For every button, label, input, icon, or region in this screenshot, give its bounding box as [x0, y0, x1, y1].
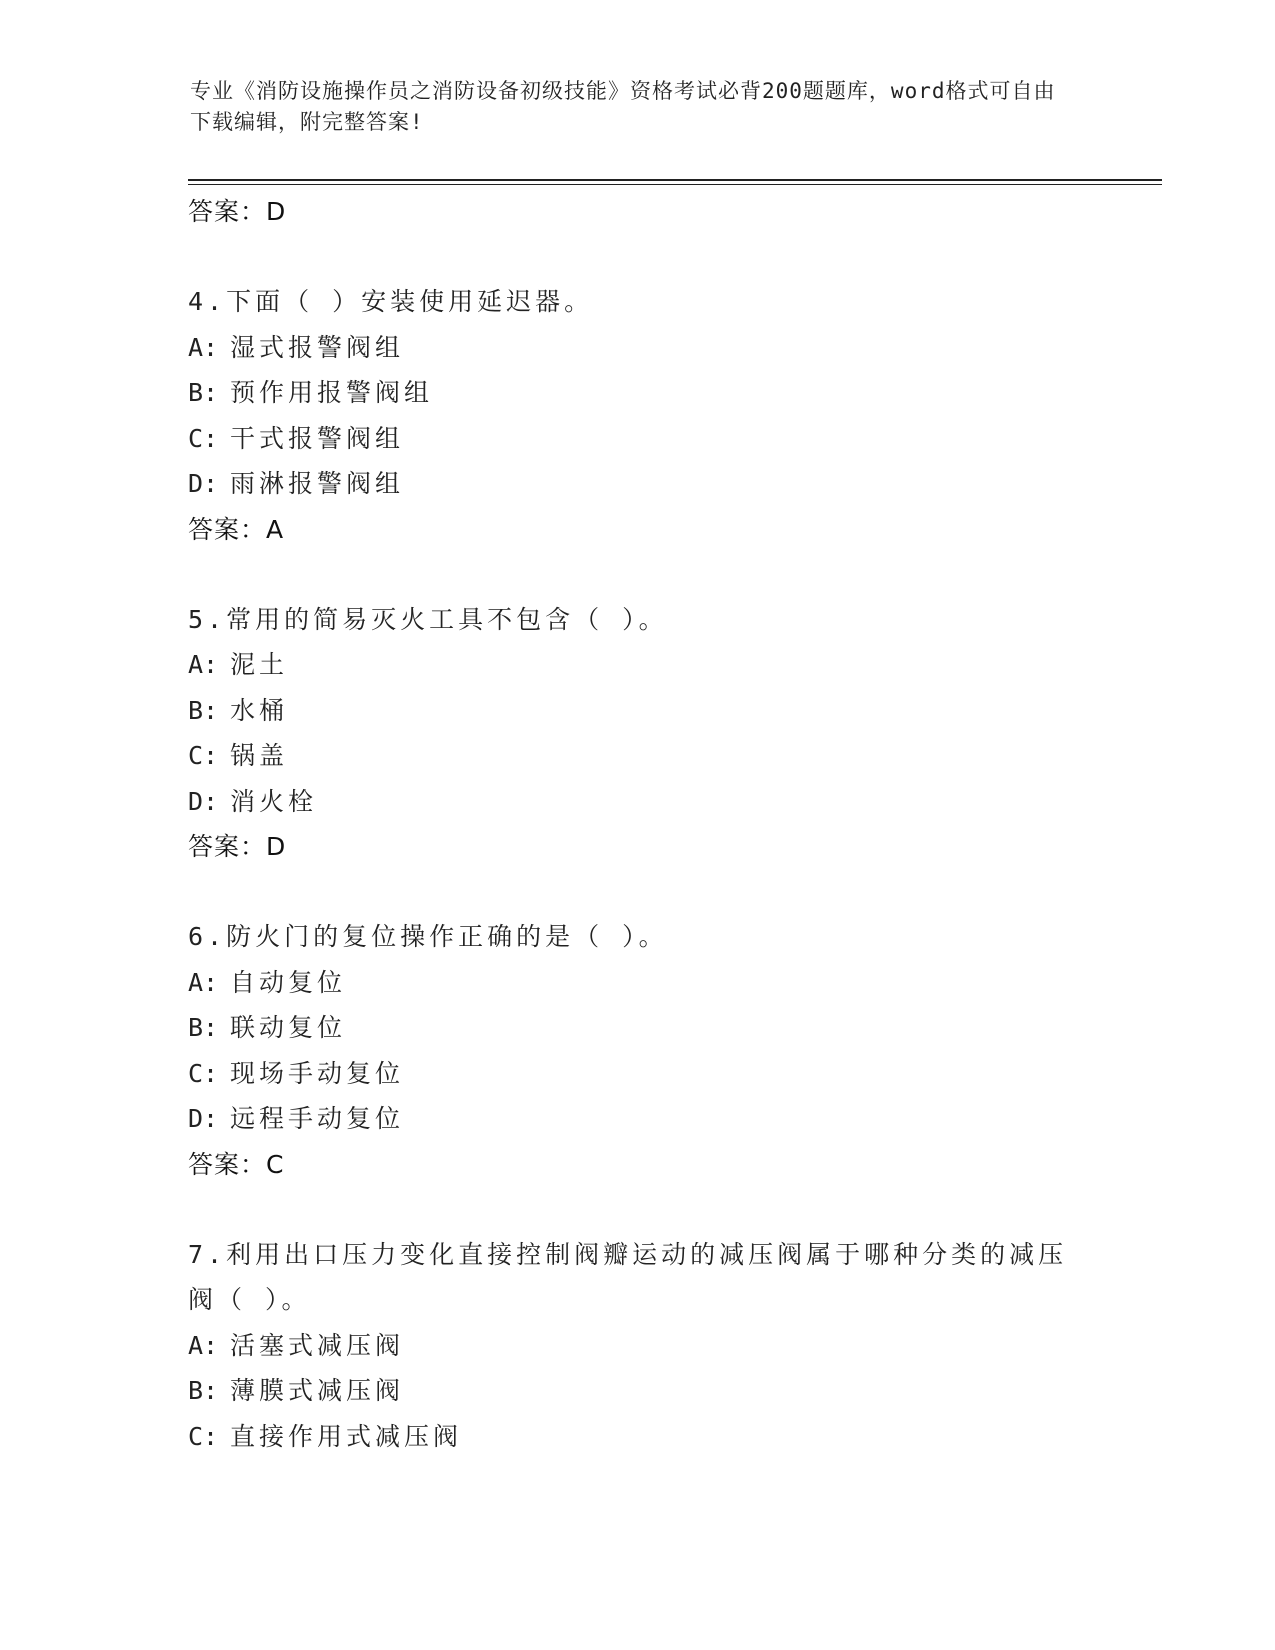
answer-line: 答案：D	[188, 832, 287, 861]
question-stem: 7.利用出口压力变化直接控制阀瓣运动的减压阀属于哪种分类的减压阀（ ）。	[188, 1239, 1068, 1314]
option-a	[188, 325, 1068, 371]
header-rule-thick	[188, 179, 1162, 181]
option-text: 湿式报警阀组	[230, 332, 405, 362]
option-text: 干式报警阀组	[230, 423, 405, 453]
option-letter: D:	[188, 1104, 219, 1133]
option-c	[188, 416, 1068, 462]
option-d	[188, 461, 1068, 507]
option-letter: D:	[188, 469, 219, 498]
option-text: 锅盖	[230, 741, 289, 770]
question-stem: 4.下面（ ）安装使用延迟器。	[188, 287, 594, 316]
question-block	[188, 1232, 1068, 1460]
option-b	[188, 370, 1068, 416]
option-text: 消火栓	[230, 786, 318, 816]
option-letter: B:	[188, 695, 219, 725]
option-text: 薄膜式减压阀	[230, 1376, 405, 1405]
option-letter: B:	[188, 378, 219, 407]
option-text: 联动复位	[230, 1013, 347, 1042]
answer-line: 答案：A	[188, 514, 285, 544]
option-text: 现场手动复位	[230, 1058, 405, 1088]
option-letter: C:	[188, 423, 219, 453]
option-letter: A:	[188, 967, 219, 997]
option-text: 雨淋报警阀组	[230, 469, 405, 498]
option-text: 泥土	[230, 650, 289, 679]
question-stem: 6.防火门的复位操作正确的是（ ）。	[188, 922, 668, 951]
header-rule-thin	[188, 184, 1162, 185]
option-a	[188, 960, 1068, 1006]
option-d	[188, 1096, 1068, 1142]
option-letter: B:	[188, 1013, 219, 1042]
option-text: 远程手动复位	[230, 1104, 405, 1133]
option-letter: C:	[188, 741, 219, 770]
option-c	[188, 1414, 1068, 1460]
answer-line: 答案：C	[188, 1149, 285, 1179]
option-text: 预作用报警阀组	[230, 378, 434, 407]
option-text: 自动复位	[230, 967, 347, 997]
option-b	[188, 1005, 1068, 1051]
option-letter: A:	[188, 650, 219, 679]
option-b	[188, 688, 1068, 734]
option-letter: C:	[188, 1421, 219, 1451]
option-c	[188, 1051, 1068, 1097]
option-letter: A:	[188, 332, 219, 362]
option-c	[188, 733, 1068, 779]
option-b	[188, 1368, 1068, 1414]
answer-line: 答案：D	[188, 197, 287, 226]
question-block	[188, 597, 1068, 870]
option-a	[188, 1323, 1068, 1369]
question-block	[188, 279, 1068, 552]
option-text: 直接作用式减压阀	[230, 1421, 463, 1451]
option-d	[188, 779, 1068, 825]
option-letter: B:	[188, 1376, 219, 1405]
option-letter: A:	[188, 1330, 219, 1360]
question-block	[188, 914, 1068, 1187]
option-text: 水桶	[230, 695, 289, 725]
option-text: 活塞式减压阀	[230, 1330, 405, 1360]
option-letter: D:	[188, 786, 219, 816]
option-a	[188, 642, 1068, 688]
document-header: 专业《消防设施操作员之消防设备初级技能》资格考试必背200题题库，word格式可自由下载编辑，附完整答案!	[190, 79, 1056, 134]
option-letter: C:	[188, 1058, 219, 1088]
question-stem: 5.常用的简易灭火工具不包含（ ）。	[188, 604, 668, 634]
question-list	[188, 190, 1068, 1459]
